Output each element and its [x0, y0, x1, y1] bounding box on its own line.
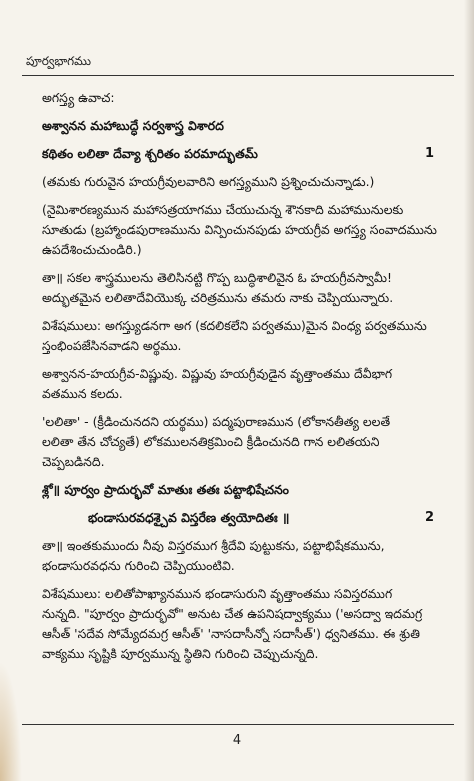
line-text: అశ్వానన మహాబుద్ధే సర్వశాస్త్ర విశారద	[42, 118, 224, 133]
text-line	[42, 240, 452, 260]
text-line	[42, 412, 452, 432]
text-line	[42, 88, 452, 108]
line-text: (తమకు గురువైన హయగ్రీవులవారిని అగస్త్యముని ప్రశ్నించుచున్నాడు.)	[42, 174, 375, 189]
page-content	[42, 88, 452, 672]
line-text: నున్నది. "పూర్వం ప్రాదుర్భవో" అనుట చేత ఉపనిషద్వాక్యము ('అసద్వా ఇదమగ్ర	[42, 606, 423, 621]
line-text: లలితా తేన చోచ్యతే) లోకములనతిక్రమించి క్రీడించునది గాన లలితయని	[42, 434, 380, 449]
line-text: 'లలితా' - (క్రీడించునదని యర్థము) పద్మపురాణమున (లోకానతీత్య లలతే	[42, 414, 391, 429]
sloka-line	[42, 508, 452, 528]
line-text: విశేషములు: అగస్త్యుడనగా అగ (కదలికలేని పర్వతము)మైన వింధ్య పర్వతమును	[42, 318, 427, 333]
verse-number: 2	[424, 510, 434, 525]
text-line	[42, 384, 452, 404]
line-text: విశేషములు: లలితోపాఖ్యానమున భండాసురుని వృత్తాంతము సవిస్తరముగ	[42, 586, 393, 601]
page-edge-shadow	[464, 0, 474, 781]
line-text: అద్భుతమైన లలితాదేవియొక్క చరిత్రమును తమరు నాకు చెప్పియున్నారు.	[42, 290, 394, 305]
paragraph	[42, 536, 452, 576]
paragraph	[42, 584, 452, 664]
line-text: శ్లో॥ పూర్వం ప్రాదుర్భవో మాతుః తతః పట్టాభిషేచనం	[42, 482, 289, 497]
header-rule	[22, 75, 454, 76]
text-line	[42, 220, 452, 240]
text-line	[42, 624, 452, 644]
line-text: భండాసురవధశ్చైవ విస్తరేణ త్వయోదితః ॥	[88, 510, 290, 525]
text-line	[42, 288, 452, 308]
verse-number: 1	[424, 146, 434, 161]
line-text: కథితం లలితా దేవ్యా శ్చరితం పరమాద్భుతమ్	[42, 146, 258, 161]
line-text: అగస్త్య ఉవాచ:	[42, 90, 115, 105]
footer-rule	[22, 724, 454, 725]
text-line	[42, 556, 452, 576]
sloka-line	[42, 144, 452, 164]
text-line	[42, 172, 452, 192]
verse-line	[42, 480, 452, 500]
text-line	[88, 508, 452, 528]
text-line	[42, 432, 452, 452]
text-line	[42, 604, 452, 624]
page-number: 4	[232, 733, 242, 748]
text-line	[42, 536, 452, 556]
paragraph	[42, 364, 452, 404]
line-text: వాక్యము సృష్టికి పూర్వమున్న స్థితిని గురించి చెప్పుచున్నది.	[42, 646, 319, 661]
paragraph	[42, 200, 452, 260]
page-stain	[0, 661, 22, 781]
line-text: స్తంభింపజేసినవాడని అర్థము.	[42, 338, 182, 353]
line-text: ఉపదేశించుచుండిరి.)	[42, 242, 142, 257]
text-line	[42, 452, 452, 472]
text-line	[42, 644, 452, 664]
text-line	[42, 200, 452, 220]
text-line	[42, 116, 452, 136]
line-text: అశ్వానన-హయగ్రీవ-విష్ణువు. విష్ణువు హయగ్రీవుడైన వృత్తాంతము దేవీభాగ	[42, 366, 393, 381]
paragraph	[42, 412, 452, 472]
text-line	[42, 268, 452, 288]
text-line	[42, 316, 452, 336]
paragraph	[42, 172, 452, 192]
line-text: భండాసురవధను గురించి చెప్పియుంటివి.	[42, 558, 235, 573]
line-text: వతమున కలదు.	[42, 386, 123, 401]
text-line	[42, 336, 452, 356]
text-line	[42, 480, 452, 500]
paragraph	[42, 268, 452, 308]
line-text: ఆసీత్ 'సదేవ సోమ్యేదమగ్ర ఆసీత్' 'నాసదాసీన్నో సదాసీత్') ధ్వనితము. ఈ శ్రుతి	[42, 626, 420, 641]
sloka-line	[42, 116, 452, 136]
line-text: సూతుడు (బ్రహ్మాండపురాణమును విన్పించునపుడు హయగ్రీవ అగస్త్య సంవాదమును	[42, 222, 437, 237]
line-text: (నైమిశారణ్యమున మహాసత్రయాగము చేయుచున్న శౌనకాది మహామునులకు	[42, 202, 404, 217]
line-text: తా॥ సకల శాస్త్రములను తెలిసినట్టి గొప్ప బుద్ధిశాలివైన ఓ హయగ్రీవస్వామీ!	[42, 270, 392, 285]
paragraph	[42, 316, 452, 356]
text-line	[42, 584, 452, 604]
text-line	[42, 144, 452, 164]
running-header: పూర్వభాగము	[26, 54, 92, 68]
line-text: చెప్పబడినది.	[42, 454, 105, 469]
paragraph	[42, 88, 452, 108]
text-line	[42, 364, 452, 384]
line-text: తా॥ ఇంతకుముందు నీవు విస్తరముగ శ్రీదేవి పుట్టుకను, పట్టాభిషేకమును,	[42, 538, 385, 553]
